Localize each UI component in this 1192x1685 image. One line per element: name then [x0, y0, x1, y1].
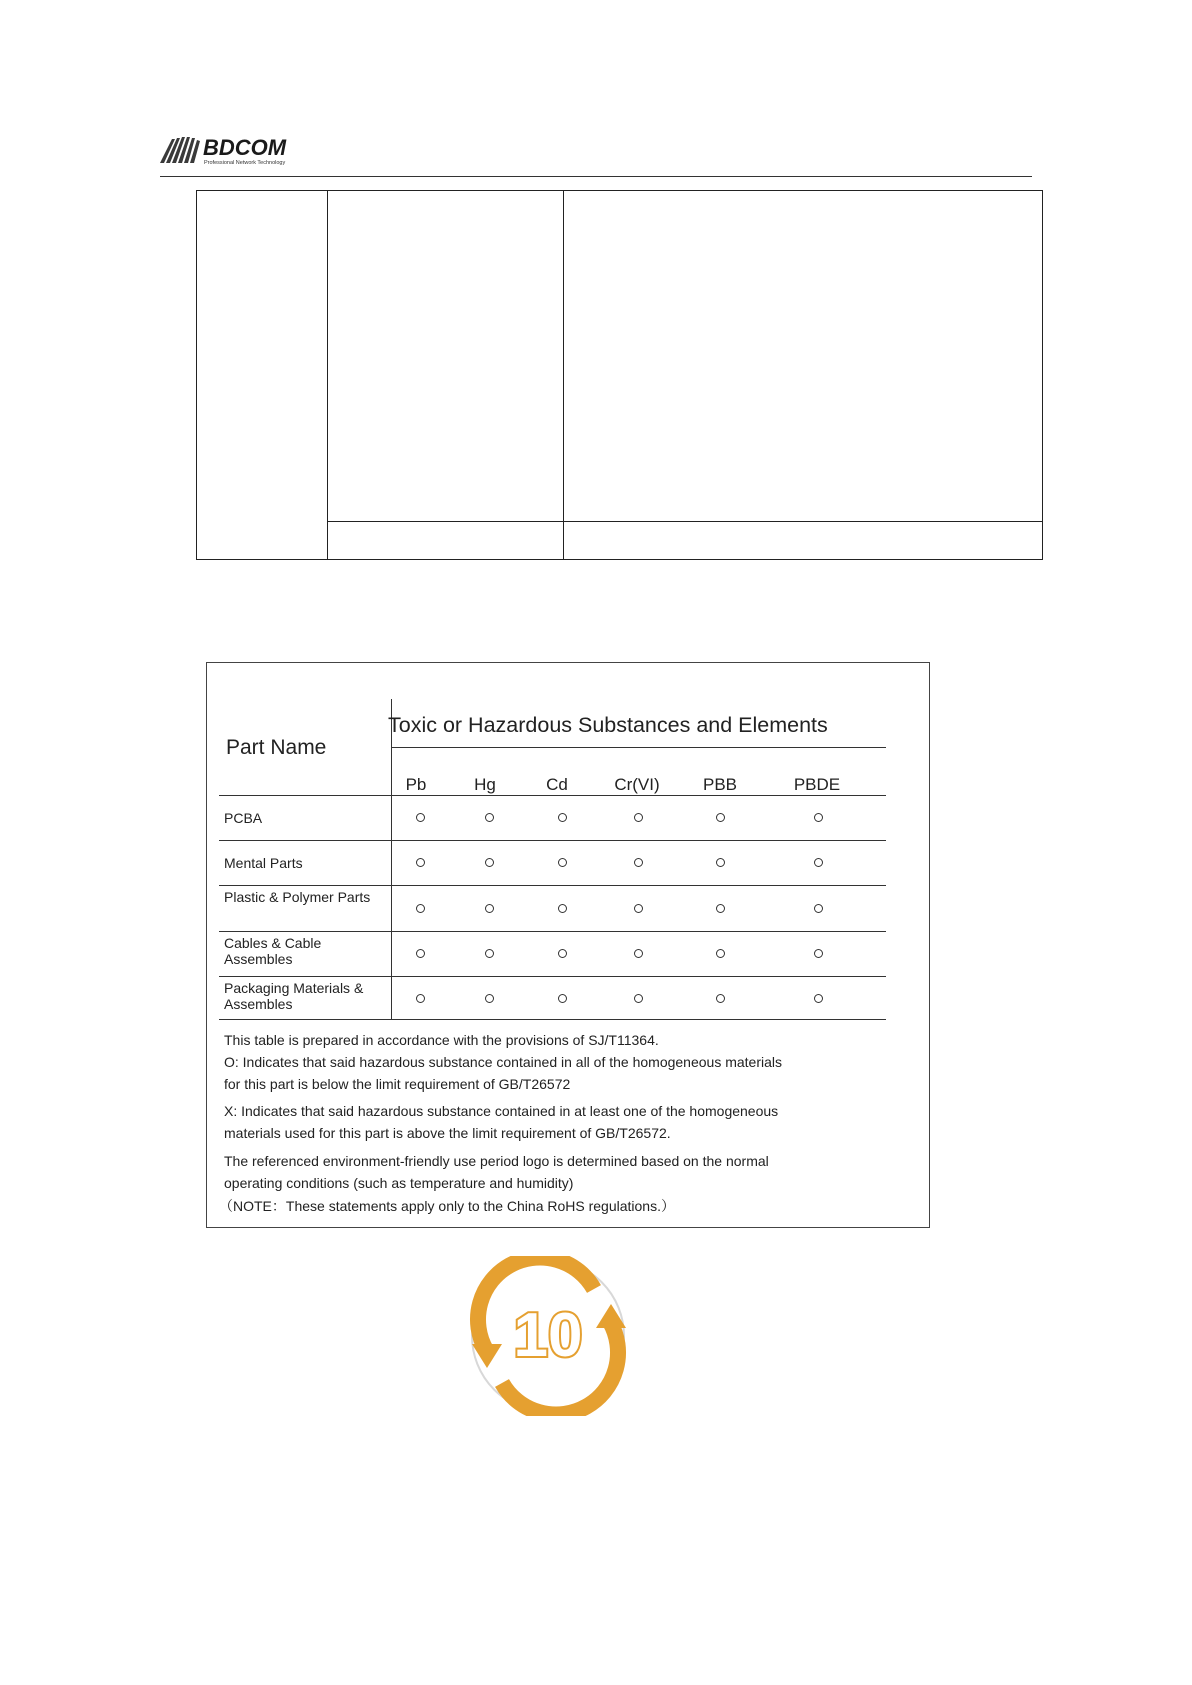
compliance-mark: [716, 994, 725, 1003]
table-divider: [219, 1019, 886, 1020]
substances-title: Toxic or Hazardous Substances and Elements: [388, 713, 828, 737]
note-line: （NOTE：These statements apply only to the China RoHS regulations.）: [219, 1198, 675, 1214]
column-header: Pb: [405, 775, 427, 794]
brand-logo: [158, 133, 318, 167]
row-label: PCBA: [224, 810, 263, 826]
use-period-number: 10: [513, 1301, 583, 1370]
compliance-mark: [485, 904, 494, 913]
note-line: This table is prepared in accordance with the provisions of SJ/T11364.: [224, 1032, 659, 1048]
part-name-header: Part Name: [226, 736, 327, 759]
note-line: O: Indicates that said hazardous substance contained in all of the homogeneous materials: [224, 1054, 783, 1070]
row-label: Packaging Materials & Assembles: [224, 980, 364, 1012]
compliance-mark: [416, 994, 425, 1003]
compliance-mark: [485, 813, 494, 822]
table-divider: [327, 191, 328, 559]
column-header: Cr(VI): [614, 775, 660, 794]
brand-name: BDCOM: [203, 135, 287, 160]
compliance-mark: [634, 949, 643, 958]
table-divider: [391, 747, 886, 748]
compliance-mark: [416, 904, 425, 913]
table-divider: [219, 976, 886, 977]
compliance-mark: [485, 949, 494, 958]
compliance-mark: [814, 994, 823, 1003]
column-header: PBDE: [793, 775, 841, 794]
note-line: for this part is below the limit requirement of GB/T26572: [224, 1076, 571, 1092]
compliance-mark: [814, 813, 823, 822]
table-divider: [219, 795, 886, 796]
environment-friendly-use-period-logo: [468, 1256, 628, 1416]
note-line: The referenced environment-friendly use period logo is determined based on the normal: [224, 1153, 769, 1169]
compliance-mark: [416, 813, 425, 822]
table-divider: [219, 840, 886, 841]
compliance-mark: [716, 858, 725, 867]
row-label: Cables & Cable Assembles: [224, 935, 322, 967]
compliance-mark: [416, 949, 425, 958]
compliance-mark: [814, 904, 823, 913]
compliance-mark: [634, 858, 643, 867]
compliance-mark: [634, 994, 643, 1003]
note-line: X: Indicates that said hazardous substance contained in at least one of the homogeneous: [224, 1103, 779, 1119]
column-header: PBB: [702, 775, 738, 794]
compliance-mark: [814, 858, 823, 867]
brand-tagline: Professional Network Technology: [204, 160, 286, 166]
column-header: Hg: [474, 775, 496, 794]
compliance-mark: [485, 858, 494, 867]
compliance-mark: [716, 904, 725, 913]
compliance-mark: [416, 858, 425, 867]
table-divider: [219, 931, 886, 932]
compliance-mark: [716, 813, 725, 822]
compliance-mark: [634, 904, 643, 913]
rohs-table-image: [206, 662, 930, 1228]
table-divider: [219, 885, 886, 886]
row-label: Mental Parts: [224, 855, 303, 871]
compliance-mark: [814, 949, 823, 958]
compliance-mark: [716, 949, 725, 958]
compliance-mark: [558, 949, 567, 958]
compliance-mark: [558, 813, 567, 822]
table-divider: [327, 521, 1042, 522]
compliance-mark: [558, 994, 567, 1003]
note-line: operating conditions (such as temperature and humidity): [224, 1175, 574, 1191]
compliance-mark: [634, 813, 643, 822]
compliance-mark: [558, 904, 567, 913]
header-rule: [160, 176, 1032, 177]
continued-table: [196, 190, 1043, 560]
note-line: materials used for this part is above the limit requirement of GB/T26572.: [224, 1125, 671, 1141]
table-divider: [563, 191, 564, 559]
column-header: Cd: [546, 775, 568, 794]
compliance-mark: [485, 994, 494, 1003]
row-label: Plastic & Polymer Parts: [224, 889, 371, 905]
compliance-mark: [558, 858, 567, 867]
